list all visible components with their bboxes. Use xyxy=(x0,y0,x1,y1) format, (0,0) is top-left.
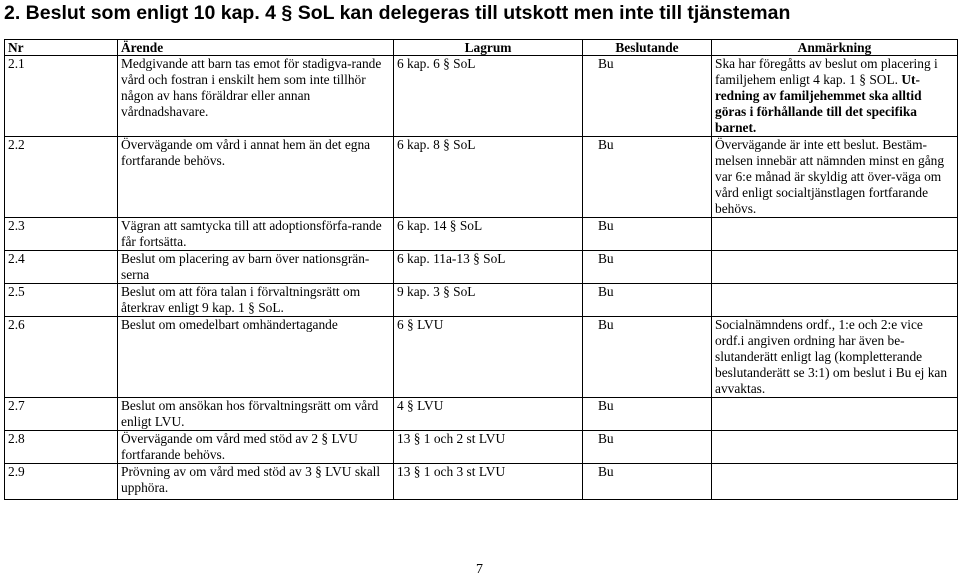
cell-anmarkning xyxy=(712,284,958,317)
cell-lagrum: 9 kap. 3 § SoL xyxy=(394,284,583,317)
cell-lagrum: 4 § LVU xyxy=(394,398,583,431)
table-row xyxy=(5,317,958,398)
cell-lagrum: 6 kap. 6 § SoL xyxy=(394,56,583,137)
cell-beslutande: Bu xyxy=(583,317,712,398)
cell-nr: 2.2 xyxy=(5,137,118,218)
table-row xyxy=(5,464,958,500)
cell-beslutande: Bu xyxy=(583,398,712,431)
cell-beslutande: Bu xyxy=(583,431,712,464)
column-header-anmarkning: Anmärkning xyxy=(712,40,958,56)
cell-arende: Beslut om att föra talan i förvaltningsrätt om återkrav enligt 9 kap. 1 § SoL. xyxy=(118,284,394,317)
cell-anmarkning xyxy=(712,251,958,284)
page-number: 7 xyxy=(476,562,483,577)
cell-beslutande: Bu xyxy=(583,284,712,317)
cell-lagrum: 6 § LVU xyxy=(394,317,583,398)
note-emphasis: Ut-redning av familjehemmet ska alltid göras i förhållande till det specifika barnet. xyxy=(715,72,922,135)
section-heading: 2. Beslut som enligt 10 kap. 4 § SoL kan delegeras till utskott men inte till tjänsteman xyxy=(4,2,791,24)
cell-anmarkning xyxy=(712,431,958,464)
cell-lagrum: 6 kap. 14 § SoL xyxy=(394,218,583,251)
cell-nr: 2.8 xyxy=(5,431,118,464)
table-row xyxy=(5,431,958,464)
cell-lagrum: 13 § 1 och 3 st LVU xyxy=(394,464,583,500)
column-header-nr: Nr xyxy=(5,40,118,56)
cell-beslutande: Bu xyxy=(583,464,712,500)
cell-beslutande: Bu xyxy=(583,218,712,251)
cell-lagrum: 6 kap. 8 § SoL xyxy=(394,137,583,218)
cell-lagrum: 6 kap. 11a-13 § SoL xyxy=(394,251,583,284)
cell-arende: Beslut om placering av barn över nationsgrän-serna xyxy=(118,251,394,284)
table-row xyxy=(5,137,958,218)
cell-arende: Beslut om omedelbart omhändertagande xyxy=(118,317,394,398)
cell-nr: 2.9 xyxy=(5,464,118,500)
cell-nr: 2.4 xyxy=(5,251,118,284)
cell-nr: 2.6 xyxy=(5,317,118,398)
column-header-lagrum: Lagrum xyxy=(394,40,583,56)
cell-anmarkning: Socialnämndens ordf., 1:e och 2:e vice ordf.i angiven ordning har även be-slutanderätt enligt lag (kompletterande beslutanderätt se 3:1) om beslut i Bu ej kan avvaktas. xyxy=(712,317,958,398)
cell-arende: Övervägande om vård i annat hem än det egna fortfarande behövs. xyxy=(118,137,394,218)
delegation-table xyxy=(4,39,958,500)
table-row xyxy=(5,56,958,137)
cell-nr: 2.3 xyxy=(5,218,118,251)
cell-nr: 2.5 xyxy=(5,284,118,317)
cell-anmarkning xyxy=(712,218,958,251)
note-text: Ska har föregåtts av beslut om placering i familjehem enligt 4 kap. 1 § SOL. xyxy=(715,56,938,87)
cell-nr: 2.7 xyxy=(5,398,118,431)
cell-beslutande: Bu xyxy=(583,137,712,218)
cell-arende: Övervägande om vård med stöd av 2 § LVU fortfarande behövs. xyxy=(118,431,394,464)
column-header-beslutande: Beslutande xyxy=(583,40,712,56)
cell-anmarkning: Övervägande är inte ett beslut. Bestäm-melsen innebär att nämnden minst en gång var 6:e månad är skyldig att över-väga om vård enligt socialtjänstlagen fortfarande behövs. xyxy=(712,137,958,218)
cell-beslutande: Bu xyxy=(583,56,712,137)
cell-beslutande: Bu xyxy=(583,251,712,284)
cell-nr: 2.1 xyxy=(5,56,118,137)
table-row xyxy=(5,398,958,431)
table-row xyxy=(5,251,958,284)
cell-anmarkning xyxy=(712,56,958,137)
cell-arende: Medgivande att barn tas emot för stadigva-rande vård och fostran i enskilt hem som inte tillhör någon av hans föräldrar eller annan vårdnadshavare. xyxy=(118,56,394,137)
cell-anmarkning xyxy=(712,398,958,431)
column-header-arende: Ärende xyxy=(118,40,394,56)
cell-arende: Beslut om ansökan hos förvaltningsrätt om vård enligt LVU. xyxy=(118,398,394,431)
cell-arende: Vägran att samtycka till att adoptionsförfa-rande får fortsätta. xyxy=(118,218,394,251)
table-header-row xyxy=(5,40,958,56)
table-row xyxy=(5,284,958,317)
cell-anmarkning xyxy=(712,464,958,500)
cell-lagrum: 13 § 1 och 2 st LVU xyxy=(394,431,583,464)
table-row xyxy=(5,218,958,251)
cell-arende: Prövning av om vård med stöd av 3 § LVU skall upphöra. xyxy=(118,464,394,500)
